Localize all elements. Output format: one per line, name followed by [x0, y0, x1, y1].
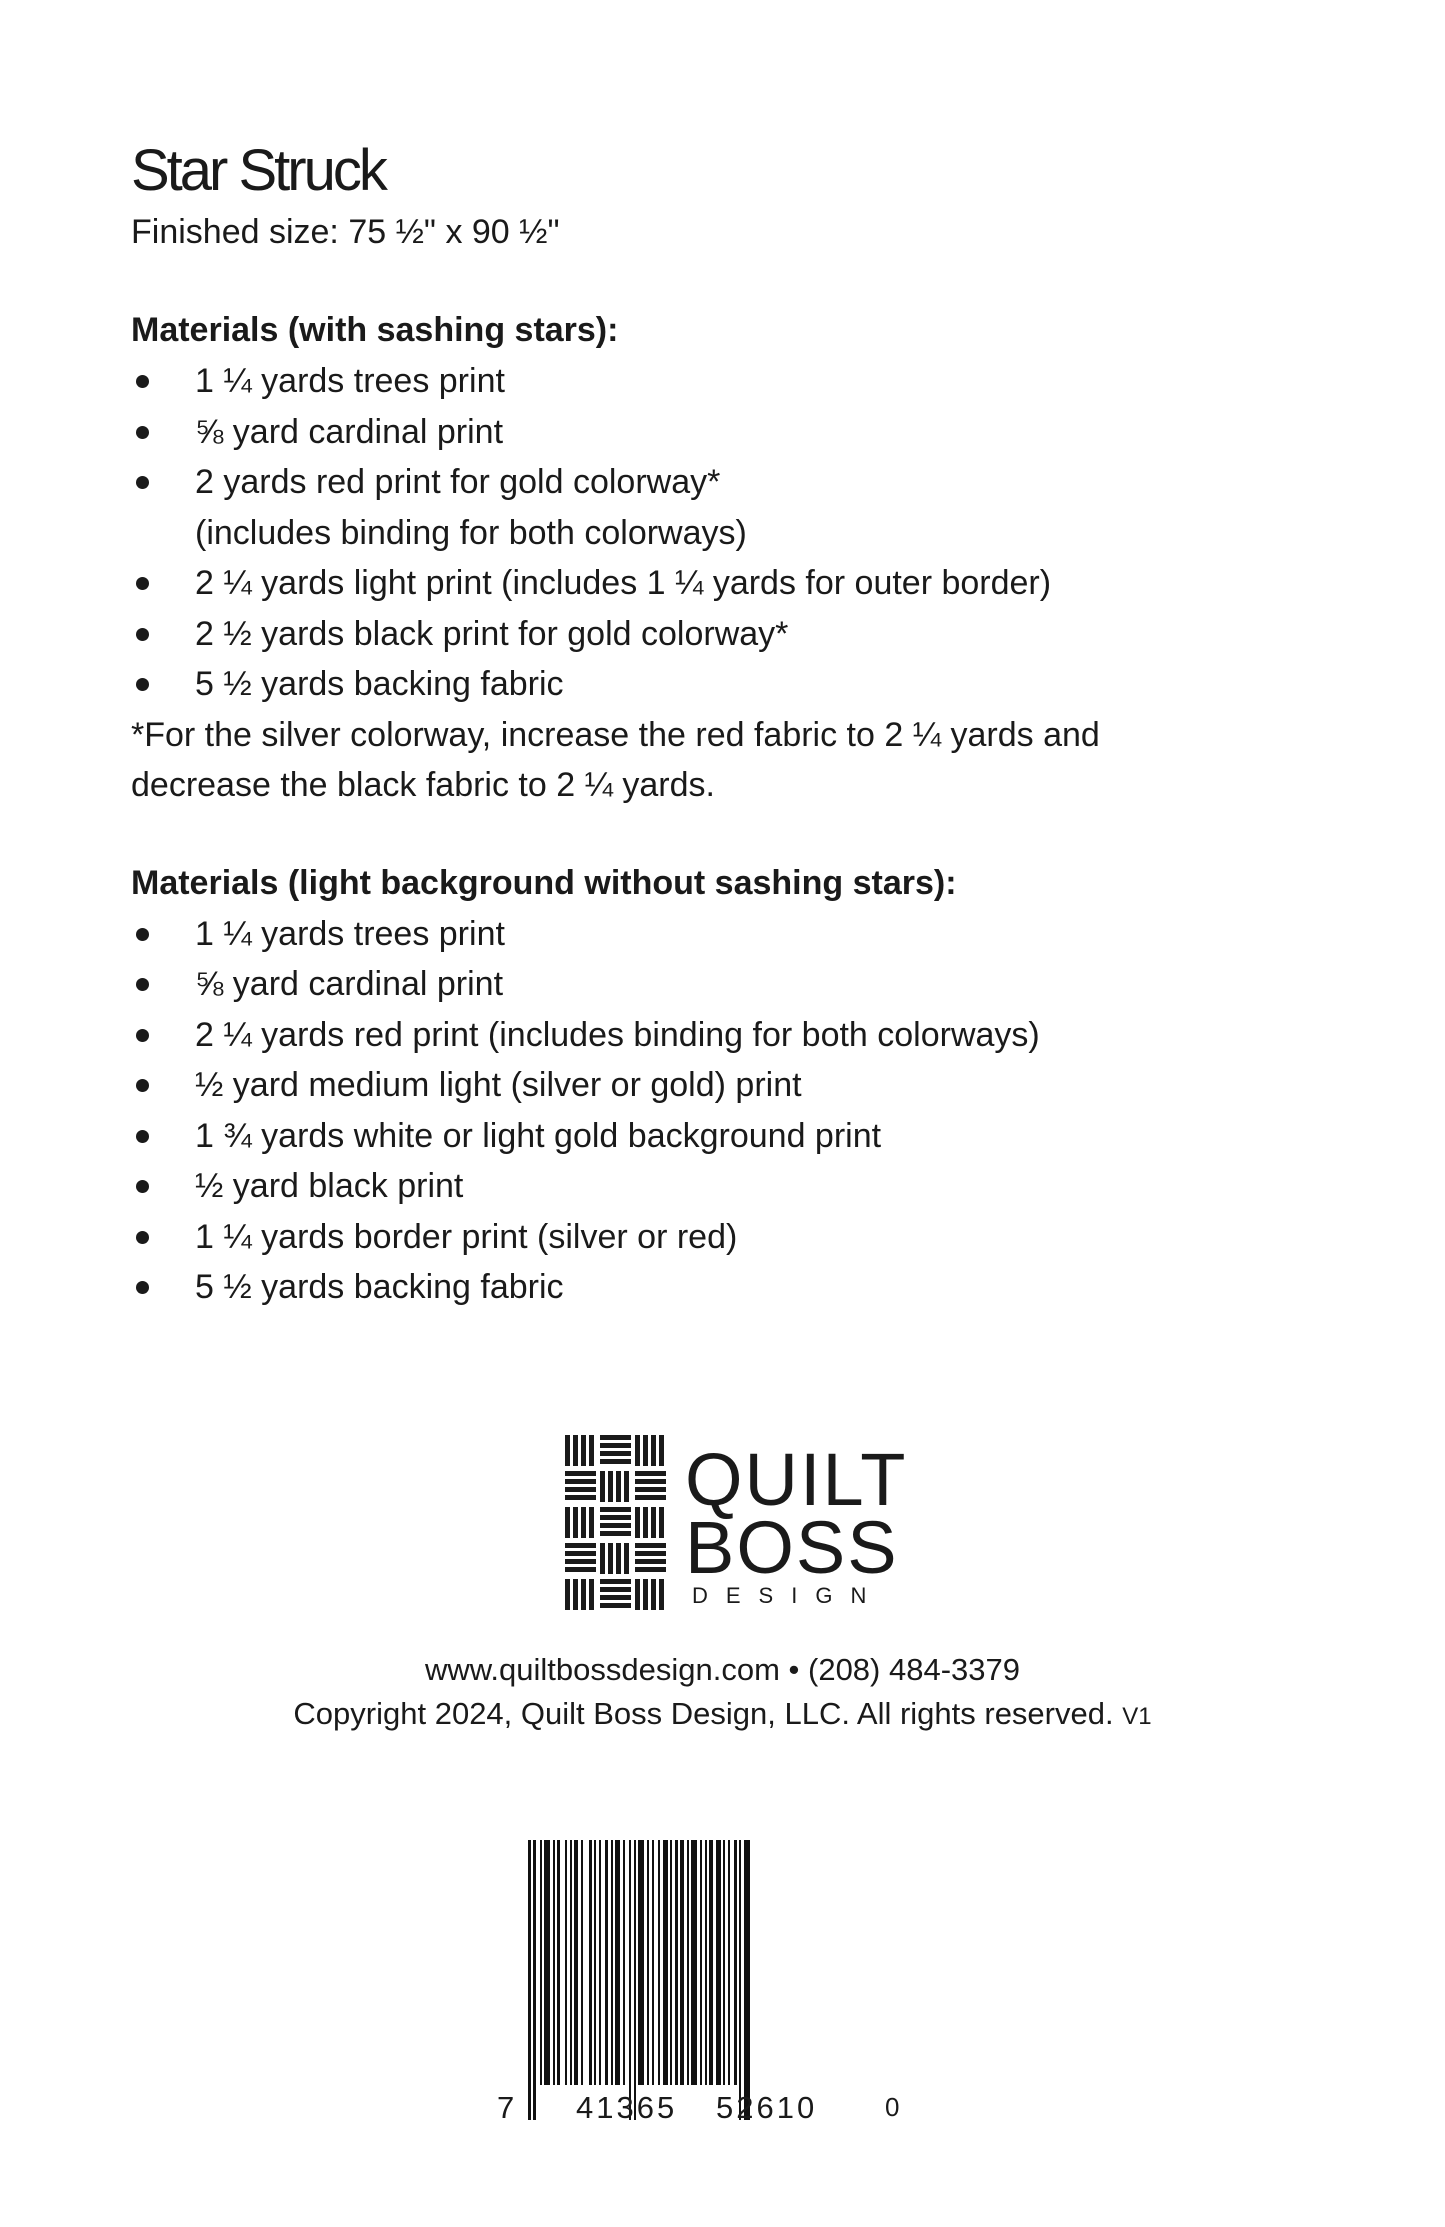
bullet-icon: [136, 678, 149, 691]
logo-stripe: [600, 1523, 631, 1528]
logo-stripe: [635, 1567, 666, 1572]
logo-stripe: [565, 1507, 570, 1538]
materials-heading-light: Materials (light background without sashing stars):: [131, 863, 957, 902]
barcode-bar: [680, 1840, 684, 2085]
logo-stripe: [643, 1507, 648, 1538]
logo-stripe: [573, 1507, 578, 1538]
logo-stripe: [565, 1487, 596, 1492]
logo-stripe: [565, 1479, 596, 1484]
logo-word-design: DESIGN: [692, 1583, 885, 1608]
logo-stripe: [565, 1551, 596, 1556]
pattern-info: [131, 135, 1281, 1313]
barcode-bar: [544, 1840, 550, 2085]
list-item: 2 ¼ yards light print (includes 1 ¼ yards for outer border): [131, 558, 1281, 609]
bullet-icon: [136, 1231, 149, 1244]
barcode-bar: [658, 1840, 660, 2085]
barcode-bar: [744, 1840, 750, 2120]
list-item-continuation: (includes binding for both colorways): [195, 513, 747, 552]
logo-stripe: [635, 1479, 666, 1484]
logo-stripe: [600, 1515, 631, 1520]
barcode-bar: [663, 1840, 668, 2085]
logo-stripe: [616, 1543, 621, 1574]
logo-stripe: [659, 1579, 664, 1610]
logo-stripe: [600, 1435, 631, 1440]
logo-stripe: [635, 1471, 666, 1476]
logo-stripe: [600, 1459, 631, 1464]
list-item: 1 ¼ yards trees print: [131, 356, 1281, 407]
logo-stripe: [635, 1487, 666, 1492]
barcode-right-digits: 52610: [716, 2090, 818, 2125]
barcode-bar: [615, 1840, 620, 2085]
barcode-bar: [533, 1840, 536, 2120]
logo-stripe: [565, 1543, 596, 1548]
barcode-bar: [565, 1840, 567, 2085]
barcode-bar: [687, 1840, 689, 2085]
barcode-bar: [728, 1840, 730, 2085]
logo-stripe: [635, 1579, 640, 1610]
logo-stripe: [659, 1435, 664, 1466]
colorway-note-line-2: decrease the black fabric to 2 ¼ yards.: [131, 765, 715, 804]
list-item: ½ yard medium light (silver or gold) print: [131, 1060, 1281, 1111]
logo-stripe: [600, 1587, 631, 1592]
logo-stripe: [659, 1507, 664, 1538]
logo-stripe: [635, 1495, 666, 1500]
logo-stripe: [635, 1559, 666, 1564]
quilt-boss-logo: [563, 1433, 908, 1613]
copyright-text: Copyright 2024, Quilt Boss Design, LLC. All rights reserved.: [293, 1696, 1114, 1731]
list-item: 1 ¾ yards white or light gold background print: [131, 1111, 1281, 1162]
logo-stripe: [600, 1531, 631, 1536]
contact-line: www.quiltbossdesign.com • (208) 484-3379: [424, 1652, 1020, 1687]
list-item: 2 ¼ yards red print (includes binding for both colorways): [131, 1010, 1281, 1061]
barcode-bar: [557, 1840, 560, 2085]
barcode-bar: [611, 1840, 613, 2085]
barcode-bar: [709, 1840, 713, 2085]
barcode-bar: [638, 1840, 644, 2085]
bullet-icon: [136, 577, 149, 590]
logo-stripe: [565, 1471, 596, 1476]
bullet-icon: [136, 1130, 149, 1143]
barcode-bar: [581, 1840, 583, 2085]
barcode-bar: [589, 1840, 592, 2085]
bullet-icon: [136, 1180, 149, 1193]
barcode-bar: [647, 1840, 649, 2085]
barcode-bar: [599, 1840, 601, 2085]
barcode-bar: [570, 1840, 572, 2085]
list-item: 2 yards red print for gold colorway* (includes binding for both colorways): [131, 457, 1281, 558]
barcode-bar: [675, 1840, 678, 2085]
barcode-bar: [700, 1840, 702, 2085]
logo-stripe: [581, 1507, 586, 1538]
logo-stripe: [565, 1567, 596, 1572]
logo-stripe: [581, 1579, 586, 1610]
list-item: ½ yard black print: [131, 1161, 1281, 1212]
barcode-bars: [480, 1840, 920, 2140]
barcode-bar: [670, 1840, 672, 2085]
logo-stripe: [565, 1559, 596, 1564]
barcode-bar: [605, 1840, 608, 2085]
materials-list-sashing: [131, 356, 1281, 710]
list-item: 1 ¼ yards border print (silver or red): [131, 1212, 1281, 1263]
quilt-grid-icon: [563, 1433, 668, 1611]
logo-stripe: [643, 1435, 648, 1466]
barcode-bar: [705, 1840, 707, 2085]
page-title: Star Struck: [131, 138, 385, 203]
list-item: 5 ½ yards backing fabric: [131, 1262, 1281, 1313]
logo-stripe: [651, 1435, 656, 1466]
bullet-icon: [136, 426, 149, 439]
logo-stripe: [616, 1471, 621, 1502]
logo-stripe: [573, 1435, 578, 1466]
barcode-bar: [734, 1840, 737, 2085]
logo-stripe: [565, 1435, 570, 1466]
logo-stripe: [651, 1507, 656, 1538]
logo-stripe: [651, 1579, 656, 1610]
logo-stripe: [573, 1579, 578, 1610]
logo-stripe: [624, 1543, 629, 1574]
logo-stripe: [600, 1451, 631, 1456]
logo-stripe: [600, 1543, 605, 1574]
logo-stripe: [589, 1435, 594, 1466]
logo-stripe: [600, 1595, 631, 1600]
logo-stripe: [608, 1471, 613, 1502]
logo-stripe: [600, 1579, 631, 1584]
bullet-icon: [136, 928, 149, 941]
finished-size: Finished size: 75 ½" x 90 ½": [131, 213, 560, 251]
list-item: ⅝ yard cardinal print: [131, 959, 1281, 1010]
colorway-note-line-1: *For the silver colorway, increase the red fabric to 2 ¼ yards and: [131, 715, 1100, 754]
barcode-left-digits: 41365: [576, 2090, 678, 2125]
logo-stripe: [643, 1579, 648, 1610]
barcode-bar: [691, 1840, 697, 2085]
logo-stripe: [635, 1435, 640, 1466]
barcode-bar: [629, 1840, 631, 2120]
logo-stripe: [565, 1495, 596, 1500]
list-item: 2 ½ yards black print for gold colorway*: [131, 609, 1281, 660]
logo-stripe: [635, 1551, 666, 1556]
barcode-check-digit: 0: [885, 2092, 900, 2122]
barcode-bar: [623, 1840, 625, 2085]
copyright-line: [0, 1692, 1445, 1739]
barcode-bar: [716, 1840, 721, 2085]
logo-stripe: [608, 1543, 613, 1574]
barcode-lead-digit: 7: [497, 2090, 515, 2125]
logo-stripe: [565, 1579, 570, 1610]
logo-stripe: [635, 1543, 666, 1548]
list-item: 1 ¼ yards trees print: [131, 909, 1281, 960]
logo-word-quilt: QUILT: [685, 1438, 908, 1521]
logo-stripe: [600, 1471, 605, 1502]
logo-stripe: [624, 1471, 629, 1502]
logo-stripe: [600, 1603, 631, 1608]
list-item: ⅝ yard cardinal print: [131, 407, 1281, 458]
logo-word-boss: BOSS: [685, 1506, 899, 1589]
bullet-icon: [136, 476, 149, 489]
bullet-icon: [136, 1029, 149, 1042]
bullet-icon: [136, 978, 149, 991]
barcode-bar: [594, 1840, 596, 2085]
barcode-bar: [540, 1840, 542, 2085]
logo-stripe: [589, 1579, 594, 1610]
materials-list-light: [131, 909, 1281, 1313]
list-item: 5 ½ yards backing fabric: [131, 659, 1281, 710]
barcode-bar: [528, 1840, 531, 2120]
bullet-icon: [136, 375, 149, 388]
bullet-icon: [136, 628, 149, 641]
barcode-bar: [652, 1840, 654, 2085]
bullet-icon: [136, 1079, 149, 1092]
logo-stripe: [600, 1507, 631, 1512]
barcode-bar: [723, 1840, 725, 2085]
version-label: V1: [1122, 1703, 1152, 1730]
upc-barcode: [480, 1840, 920, 2140]
logo-stripe: [589, 1507, 594, 1538]
barcode-bar: [574, 1840, 578, 2085]
bullet-icon: [136, 1281, 149, 1294]
barcode-bar: [634, 1840, 636, 2120]
barcode-bar: [553, 1840, 555, 2085]
logo-stripe: [600, 1443, 631, 1448]
logo-stripe: [635, 1507, 640, 1538]
logo-stripe: [581, 1435, 586, 1466]
materials-heading-sashing: Materials (with sashing stars):: [131, 311, 619, 349]
barcode-bar: [739, 1840, 741, 2120]
